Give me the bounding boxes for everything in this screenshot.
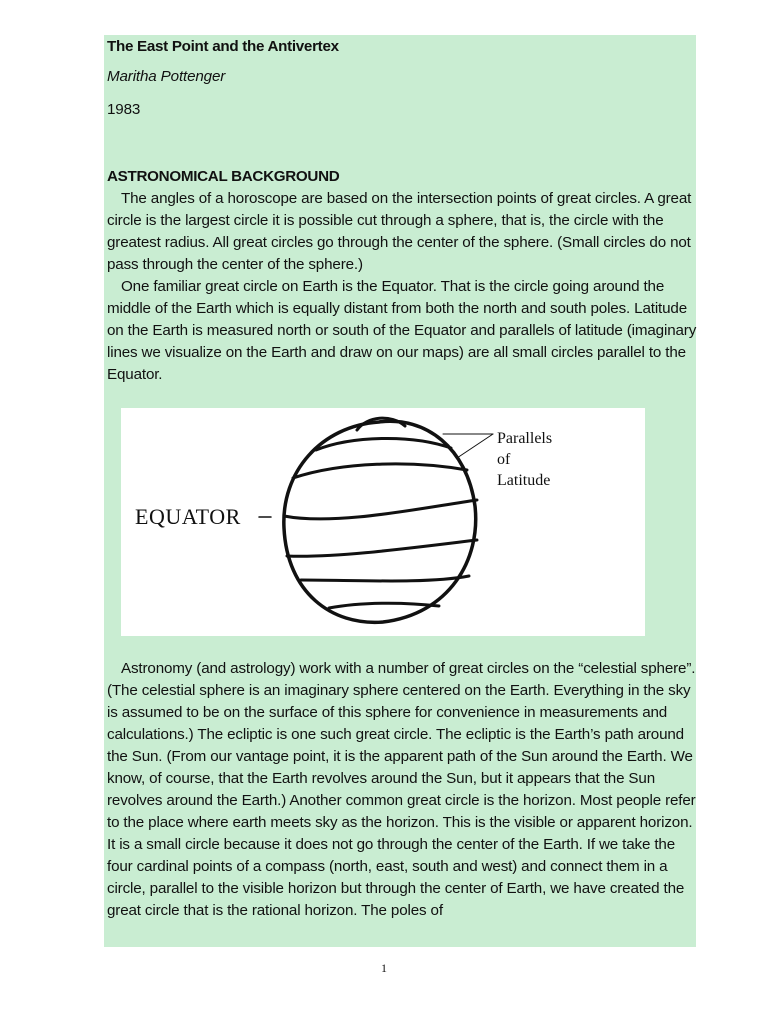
latitude-line-2 xyxy=(293,464,467,478)
parallels-label-line-3: Latitude xyxy=(497,472,551,489)
latitude-line-4 xyxy=(301,576,469,581)
parallels-of-latitude-label xyxy=(497,428,552,491)
page-number: 1 xyxy=(381,961,387,975)
parallels-label-line-1: Parallels xyxy=(497,430,553,447)
latitude-line-5 xyxy=(329,603,439,608)
text-block-celestial xyxy=(107,658,697,922)
equator-label: EQUATOR xyxy=(135,504,241,529)
document-author: Maritha Pottenger xyxy=(107,68,226,85)
section-heading: ASTRONOMICAL BACKGROUND xyxy=(107,168,340,185)
paragraph-great-circles: The angles of a horoscope are based on the intersection points of great circles. A great circle is the largest circle it is possible cut through a sphere, that is, the circle with the greatest radius. All great circles go through the center of the sphere. (Small circles do not pass through the center of the sphere.) xyxy=(107,190,692,273)
figure-earth-latitude xyxy=(121,408,645,636)
latitude-line-1 xyxy=(316,438,451,450)
parallels-pointer-line-2 xyxy=(457,434,493,458)
latitude-line-cap xyxy=(357,418,405,430)
document-year: 1983 xyxy=(107,101,141,118)
latitude-line-3 xyxy=(287,540,477,556)
parallels-label-line-2: of xyxy=(497,451,511,468)
latitude-line-equator xyxy=(284,500,477,519)
globe-outline xyxy=(284,421,476,622)
text-block-intro xyxy=(107,188,697,386)
paragraph-equator: One familiar great circle on Earth is the Equator. That is the circle going around the middle of the Earth which is equally distant from both the north and south poles. Latitude on the Earth is measured north or south of the Equator and parallels of latitude (imaginary lines we visualize on the Earth and draw on our maps) are all small circles parallel to the Equator. xyxy=(107,278,697,383)
paragraph-celestial-sphere: Astronomy (and astrology) work with a number of great circles on the “celestial sphere”. (The celestial sphere is an imaginary sphere centered on the Earth. Everything in the sky is assumed to be on the surface of this sphere for convenience in measurements and calculations.) The ecliptic is one such great circle. The ecliptic is the Earth’s path around the Sun. (From our vantage point, it is the apparent path of the Sun around the Earth. We know, of course, that the Earth revolves around the Sun, but it appears that the Sun revolves around the Earth.) Another common great circle is the horizon. Most people refer to the place where earth meets sky as the horizon. This is the visible or apparent horizon. It is a small circle because it does not go through the center of the Earth. If we take the four cardinal points of a compass (north, east, south and west) and connect them in a circle, parallel to the visible horizon but through the center of Earth, we have created the great circle that is the rational horizon. The poles of xyxy=(107,660,696,919)
document-title: The East Point and the Antivertex xyxy=(107,38,339,55)
